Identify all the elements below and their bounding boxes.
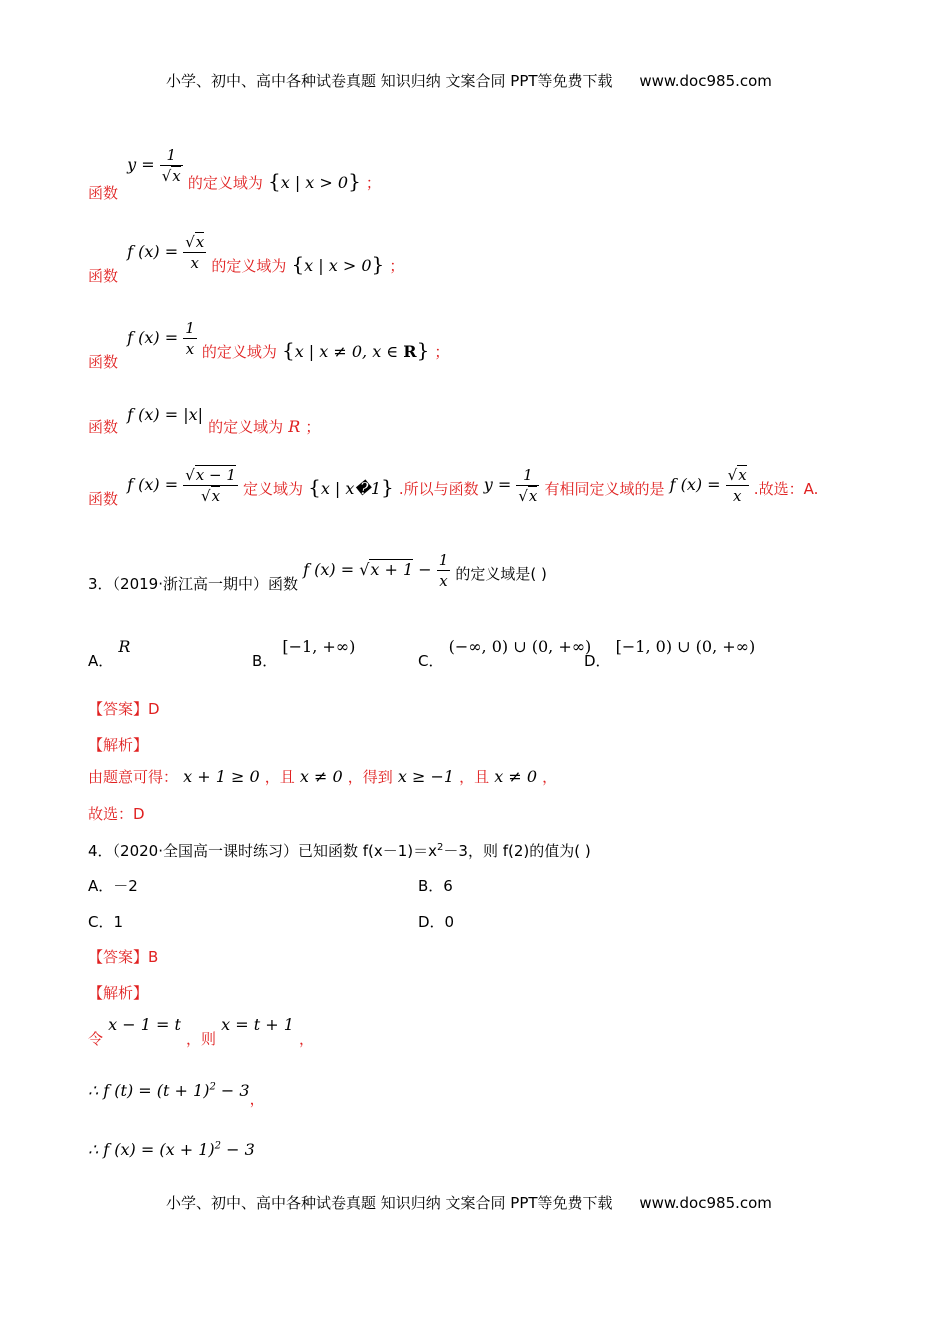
q3-option-d-value: [−1, 0) ∪ (0, +∞): [615, 637, 756, 656]
q4-step-2-sup: 2: [209, 1081, 216, 1093]
q4-step-2-end: ，: [249, 1090, 265, 1108]
q3-option-c-label: C．: [418, 652, 444, 670]
line-2-set: {x | x > 0}: [291, 252, 385, 276]
q4-step-2: [88, 1080, 265, 1108]
q3-sol-text-a: 由题意可得：: [88, 768, 179, 786]
line-4-mid: 的定义域为: [208, 418, 284, 436]
q4-step-1-math-2: x = t + 1: [221, 1015, 294, 1034]
line-5-mid: 定义域为: [242, 480, 303, 498]
line-5-set: {x | x�1}: [308, 475, 394, 499]
line-1-prefix: 函数: [88, 184, 119, 202]
q3-analysis-heading: 【解析】: [88, 736, 149, 754]
q3-option-a-label: A．: [88, 652, 114, 670]
line-4-formula: f (x) = |x|: [127, 405, 204, 424]
page-footer: [166, 1192, 772, 1213]
q3-sol-text-d: ，且: [459, 768, 490, 786]
q4-step-1-math-1: x − 1 = t: [108, 1015, 181, 1034]
q3-option-b[interactable]: [252, 636, 356, 670]
line-2-mid: 的定义域为: [211, 257, 287, 275]
line-1-mid: 的定义域为: [187, 174, 263, 192]
q3-stem-text: 3．（2019·浙江高一期中）函数: [88, 575, 298, 593]
line-3-prefix: 函数: [88, 353, 119, 371]
q3-solution-1: [88, 766, 557, 787]
q3-option-c[interactable]: [418, 636, 592, 670]
q3-option-b-label: B．: [252, 652, 278, 670]
line-3-formula: f (x) = $\frac{1}{x}$: [127, 319, 195, 358]
line-2-end: ；: [389, 257, 405, 275]
q3-sol-math-1: x + 1 ≥ 0: [183, 767, 260, 786]
q4-stem-sup: 2: [437, 842, 444, 853]
line-4: [88, 404, 321, 436]
q4-stem-b: －3，则 f(2)的值为( ): [443, 842, 591, 860]
line-3-mid: 的定义域为: [201, 343, 277, 361]
q3-answer: 【答案】D: [88, 700, 160, 718]
q3-option-c-value: (−∞, 0) ∪ (0, +∞): [448, 637, 592, 656]
line-3-set: {x | x ≠ 0, x ∈ R}: [281, 338, 430, 362]
q3-option-b-value: [−1, +∞): [282, 637, 356, 656]
line-5-end: .故选：A.: [753, 480, 819, 498]
q3-option-d[interactable]: [584, 636, 756, 670]
q3-stem-tail: 的定义域是( ): [455, 565, 547, 583]
q4-step-1-text-c: ，: [299, 1030, 315, 1048]
q4-step-1-text-b: ，则: [186, 1030, 217, 1048]
line-5-formula-3: f (x) = $\frac{√x}{x}$: [669, 466, 747, 505]
line-4-end: ；: [305, 418, 321, 436]
line-1-end: ；: [365, 174, 381, 192]
q3-option-d-label: D．: [584, 652, 611, 670]
q4-step-3-sup: 2: [214, 1140, 221, 1152]
footer-url[interactable]: www.doc985.com: [639, 1194, 772, 1212]
q4-option-b[interactable]: B．6: [418, 877, 453, 895]
header-text: 小学、初中、高中各种试卷真题 知识归纳 文案合同 PPT等免费下载: [166, 72, 613, 90]
q3-sol-text-c: ，得到: [347, 768, 393, 786]
line-1-set: {x | x > 0}: [267, 169, 361, 193]
q3-option-a[interactable]: [88, 636, 131, 670]
page-header: [166, 70, 772, 91]
line-5: [88, 465, 818, 506]
q4-step-1: [88, 1014, 315, 1048]
q3-sol-math-2: x ≠ 0: [299, 767, 343, 786]
q4-step-3-tail: − 3: [221, 1140, 255, 1159]
q4-answer: 【答案】B: [88, 948, 159, 966]
line-5-formula-1: f (x) = $\frac{√x - 1}{√x}$: [127, 466, 236, 505]
line-1: [88, 145, 381, 202]
q3-sol-text-e: ，: [542, 768, 558, 786]
header-url[interactable]: www.doc985.com: [639, 72, 772, 90]
q4-step-2-math: ∴ f (t) = (t + 1): [88, 1081, 210, 1100]
q4-step-1-text-a: 令: [88, 1030, 104, 1048]
q3-sol-math-3: x ≥ −1: [397, 767, 455, 786]
q3-formula: f (x) = √x + 1 − $\frac{1}{x}$: [303, 551, 449, 590]
q3-option-a-value: R: [118, 637, 131, 656]
line-5-mid2: .所以与函数: [398, 480, 479, 498]
q4-step-2-tail: − 3: [215, 1081, 250, 1100]
q4-option-a[interactable]: A．－2: [88, 877, 138, 895]
q4-stem: [88, 840, 591, 861]
q4-step-3: [88, 1140, 255, 1159]
q4-option-d[interactable]: D．0: [418, 913, 455, 931]
line-2-formula: f (x) = $\frac{√x}{x}$: [127, 233, 205, 272]
line-3: [88, 318, 450, 371]
line-5-prefix: 函数: [88, 490, 119, 508]
line-5-mid3: 有相同定义域的是: [544, 480, 665, 498]
q3-sol-text-b: ，且: [264, 768, 295, 786]
q3-stem: [88, 550, 547, 591]
line-2: [88, 232, 405, 285]
q4-step-3-math: ∴ f (x) = (x + 1): [88, 1140, 215, 1159]
q3-sol-math-4: x ≠ 0: [494, 767, 538, 786]
q4-option-c[interactable]: C．1: [88, 913, 124, 931]
q3-solution-2: 故选：D: [88, 805, 145, 823]
line-1-formula: y = $\frac{1}{√x}$: [127, 146, 181, 185]
line-4-R: R: [288, 417, 301, 436]
q4-analysis-heading: 【解析】: [88, 984, 149, 1002]
line-3-end: ；: [434, 343, 450, 361]
line-2-prefix: 函数: [88, 267, 119, 285]
q4-stem-a: 4．（2020·全国高一课时练习）已知函数 f(x－1)＝x: [88, 842, 438, 860]
line-5-formula-2: y = $\frac{1}{√x}$: [483, 466, 538, 505]
line-4-prefix: 函数: [88, 418, 119, 436]
footer-text: 小学、初中、高中各种试卷真题 知识归纳 文案合同 PPT等免费下载: [166, 1194, 613, 1212]
